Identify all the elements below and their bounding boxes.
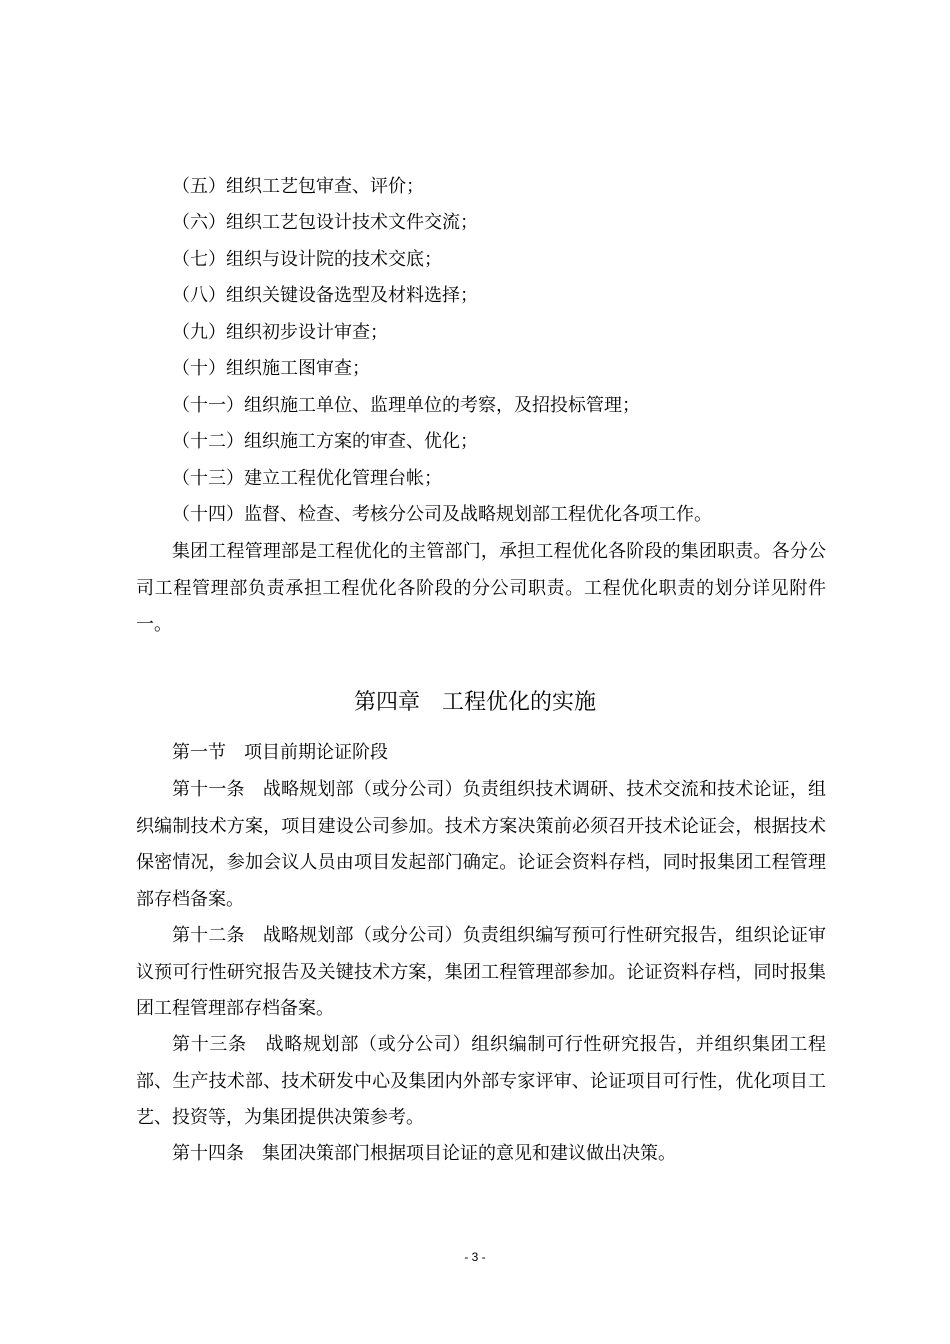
list-item: （八）组织关键设备选型及材料选择； [172,285,478,306]
list-item: （十）组织施工图审查； [172,358,370,379]
list-item: （十二）组织施工方案的审查、优化； [172,431,478,452]
list-item: （十一）组织施工单位、监理单位的考察，及招投标管理； [172,395,640,416]
page-number: - 3 - [464,1250,486,1264]
list-item: （七）组织与设计院的技术交底； [172,249,442,270]
chapter-title: 第四章 工程优化的实施 [353,690,596,715]
list-item: （六）组织工艺包设计技术文件交流； [172,212,478,233]
section-title: 第一节 项目前期论证阶段 [172,742,388,763]
list-item: （五）组织工艺包审查、评价； [172,176,424,197]
paragraph-responsibility: 集团工程管理部是工程优化的主管部门，承担工程优化各阶段的集团职责。各分公司工程管理部负责承担工程优化各阶段的分公司职责。工程优化职责的划分详见附件一。 [136,541,826,635]
list-item: （九）组织初步设计审查； [172,322,388,343]
article-12: 第十二条 战略规划部（或分公司）负责组织编写预可行性研究报告，组织论证审议预可行性研究报告及关键技术方案，集团工程管理部参加。论证资料存档，同时报集团工程管理部存档备案。 [136,925,826,1019]
article-11: 第十一条 战略规划部（或分公司）负责组织技术调研、技术交流和技术论证，组织编制技术方案，项目建设公司参加。技术方案决策前必须召开技术论证会，根据技术保密情况，参加会议人员由项目发起部门确定。论证会资料存档，同时报集团工程管理部存档备案。 [136,779,826,910]
list-item: （十三）建立工程优化管理台帐； [172,468,442,489]
article-13: 第十三条 战略规划部（或分公司）组织编制可行性研究报告，并组织集团工程部、生产技术部、技术研发中心及集团内外部专家评审、论证项目可行性，优化项目工艺、投资等，为集团提供决策参考。 [136,1034,826,1128]
article-14: 第十四条 集团决策部门根据项目论证的意见和建议做出决策。 [172,1143,676,1164]
list-item: （十四）监督、检查、考核分公司及战略规划部工程优化各项工作。 [172,504,712,525]
